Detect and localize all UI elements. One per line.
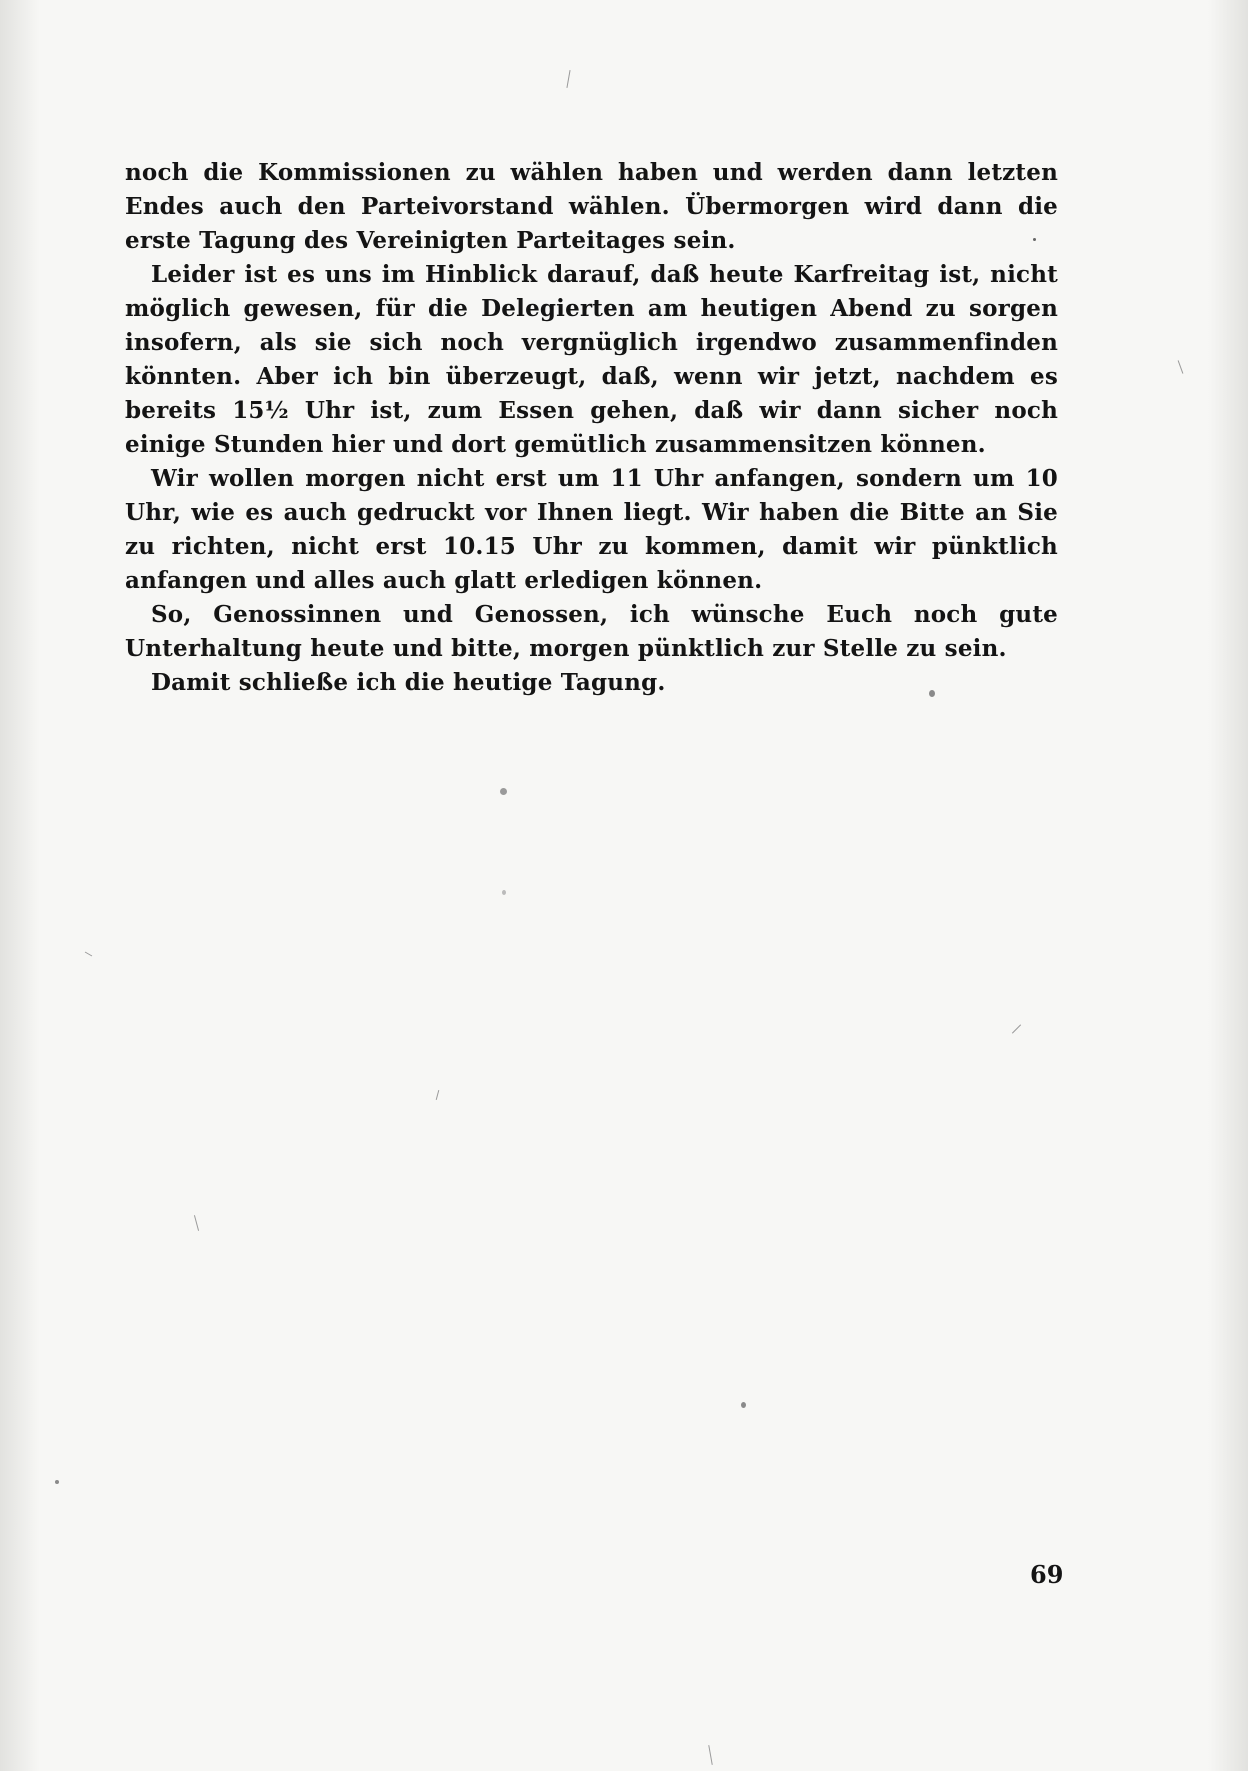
scan-speck [1033,238,1036,241]
left-scan-shadow [0,0,40,1771]
scan-speck [55,1480,59,1484]
scan-scratch [1178,360,1184,373]
body-text [125,156,1058,700]
paragraph: Wir wollen morgen nicht erst um 11 Uhr anfangen, sondern um 10 Uhr, wie es auch gedruckt vor Ihnen liegt. Wir haben die Bitte an Sie zu richten, nicht erst 10.15 Uhr zu kommen, damit wir pünktlich anfangen und alles auch glatt erledigen können. [125,465,1058,594]
scan-scratch [436,1090,440,1100]
page-number: 69 [1030,1560,1064,1589]
right-scan-shadow [1208,0,1248,1771]
scan-speck [500,788,507,795]
paragraph: Leider ist es uns im Hinblick darauf, daß heute Karfreitag ist, nicht möglich gewesen, für die Delegierten am heutigen Abend zu sorgen insofern, als sie sich noch vergnüglich irgendwo zusammenfinden könnten. Aber ich bin überzeugt, daß, wenn wir jetzt, nachdem es bereits 15½ Uhr ist, zum Essen gehen, daß wir dann sicher noch einige Stunden hier und dort gemütlich zusammensitzen können. [125,261,1058,458]
paragraph: Damit schließe ich die heutige Tagung. [151,669,666,696]
scan-scratch [566,70,570,88]
scan-speck [929,690,935,697]
paragraph: noch die Kommissionen zu wählen haben und werden dann letzten Endes auch den Parteivorstand wählen. Übermorgen wird dann die erste Tagung des Vereinigten Parteitages sein. [125,159,1058,254]
scan-scratch [1012,1024,1021,1033]
scan-scratch [708,1745,712,1765]
scan-speck [741,1402,746,1408]
scan-scratch [85,952,92,957]
scan-speck [502,890,506,895]
scan-scratch [194,1215,199,1231]
paragraph: So, Genossinnen und Genossen, ich wünsche Euch noch gute Unterhaltung heute und bitte, morgen pünktlich zur Stelle zu sein. [125,601,1058,662]
